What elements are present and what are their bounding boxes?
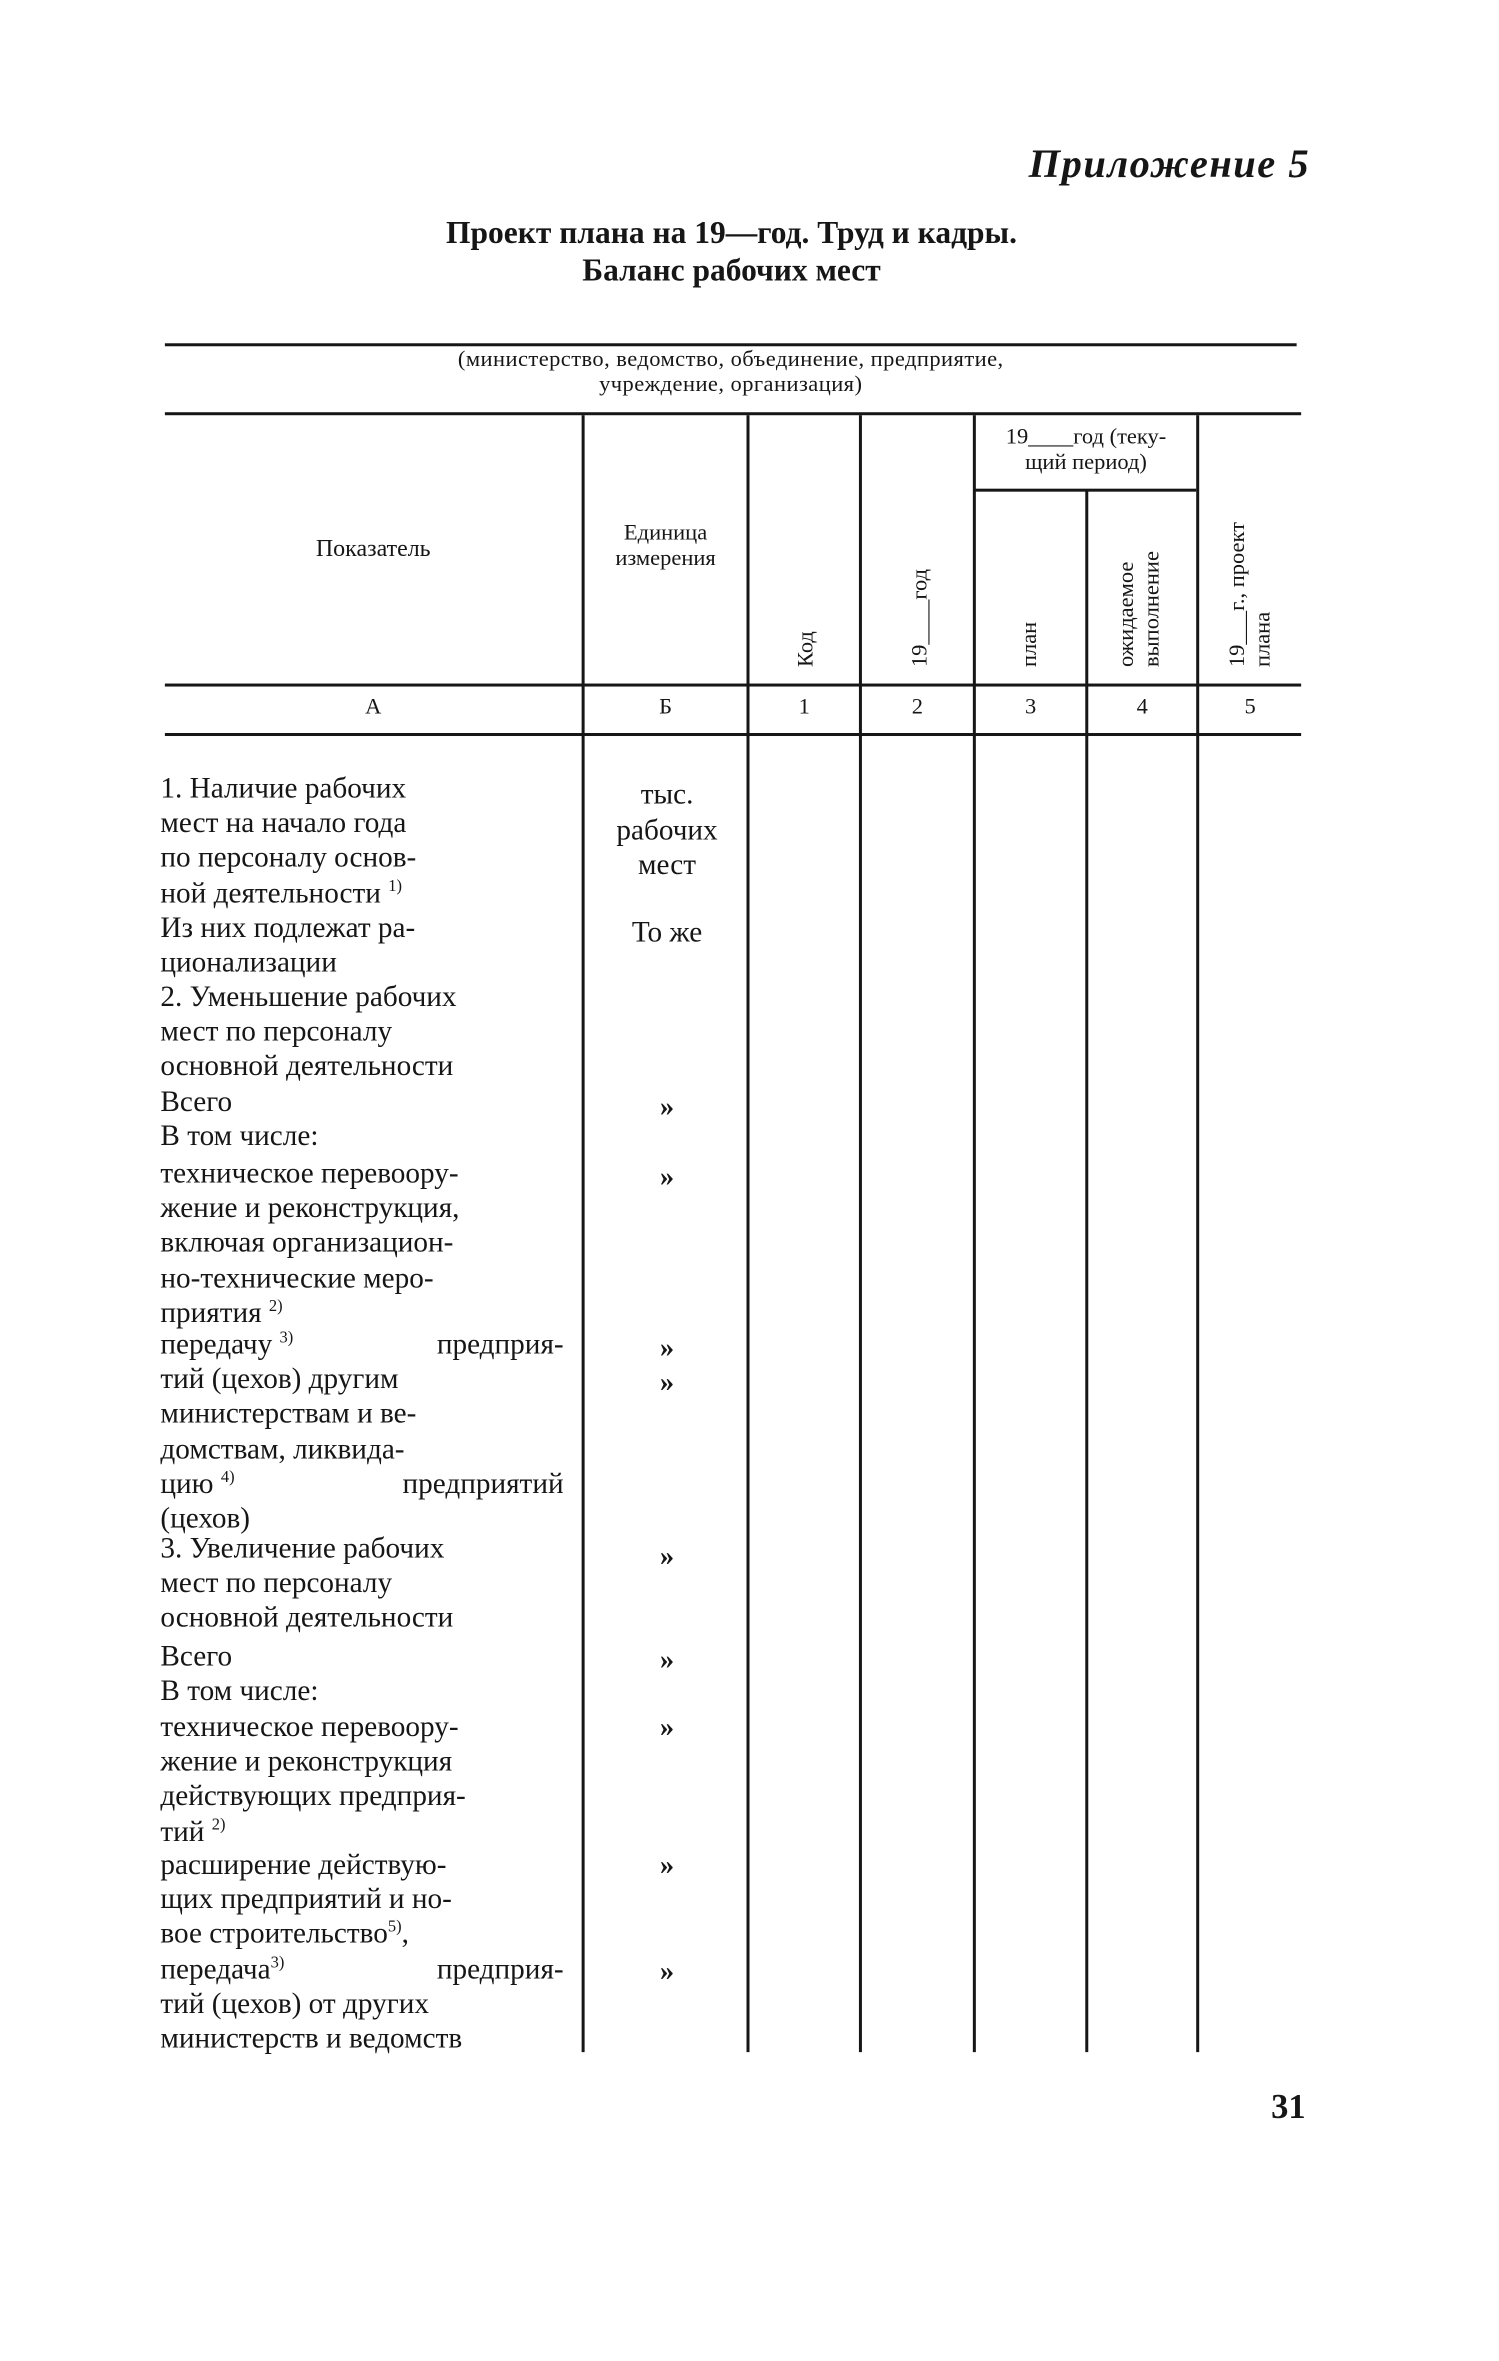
row-line: щих предприятий и но- xyxy=(160,1884,452,1917)
row-line: жение и реконструкция xyxy=(160,1746,453,1779)
row-line: (цехов) xyxy=(160,1503,251,1535)
row-line-text: приятия xyxy=(160,1297,262,1330)
row-line: мест на начало года xyxy=(160,808,407,840)
same-unit-mark: » xyxy=(659,1091,675,1123)
row-line: действующих предприя- xyxy=(160,1781,466,1813)
row-line: 2. Уменьшение рабочих xyxy=(160,981,457,1014)
row-line: мест по персоналу xyxy=(160,1016,393,1049)
row-line-text: передачу xyxy=(160,1329,273,1362)
footnote-marker: 3) xyxy=(270,1953,285,1972)
unit-line: тыс. xyxy=(640,779,694,811)
row-line: 1. Наличие рабочих xyxy=(160,773,407,805)
unit-cell xyxy=(588,778,747,884)
row-line xyxy=(160,876,563,911)
table-row xyxy=(160,1157,563,1331)
document-title-line-2: Баланс рабочих мест xyxy=(582,251,881,288)
row-line: 3. Увеличение рабочих xyxy=(160,1533,445,1565)
column-divider-4-5 xyxy=(1196,415,1199,2052)
header-code: Код xyxy=(794,631,819,668)
table-row xyxy=(160,1532,563,1636)
same-unit-mark: » xyxy=(659,1367,675,1399)
unit-cell: То же xyxy=(631,917,703,949)
header-current-period xyxy=(976,426,1196,477)
column-number-2: 2 xyxy=(911,695,924,720)
row-line: жение и реконструкция, xyxy=(160,1193,460,1225)
footnote-marker: 2) xyxy=(211,1815,226,1834)
document-title-line-1: Проект плана на 19—год. Труд и кадры. xyxy=(446,214,1017,251)
row-line-text xyxy=(160,1953,284,1988)
table-row xyxy=(160,772,563,911)
row-line-text xyxy=(160,1467,234,1502)
header-expected-line-2: выполнение xyxy=(1140,551,1165,668)
row-line: техническое перевоору- xyxy=(160,1711,459,1744)
table-row xyxy=(160,911,563,981)
column-divider-1-2 xyxy=(859,415,862,2052)
appendix-label: Приложение 5 xyxy=(1028,140,1311,186)
footnote-marker: 5) xyxy=(387,1918,402,1937)
same-unit-mark: » xyxy=(659,1332,675,1365)
header-unit-line-2: измерения xyxy=(615,547,716,572)
footnote-marker: 1) xyxy=(388,877,403,896)
table-row xyxy=(160,1953,563,2057)
page-number: 31 xyxy=(1271,2088,1306,2126)
row-line: министерствам и ве- xyxy=(160,1399,417,1431)
header-year: 19____год xyxy=(908,568,933,668)
row-line-text: передача xyxy=(160,1954,271,1987)
unit-line: мест xyxy=(638,849,697,882)
header-project-line-2: плана xyxy=(1251,611,1276,668)
table-row xyxy=(160,1848,563,1952)
row-line: Всего xyxy=(160,1641,233,1673)
row-line: техническое перевоору- xyxy=(160,1158,459,1191)
header-unit xyxy=(585,522,747,573)
row-line xyxy=(160,1467,563,1502)
row-line-text: предприятий xyxy=(402,1468,564,1501)
row-line: основной деятельности xyxy=(160,1051,454,1083)
row-line: расширение действую- xyxy=(160,1849,447,1882)
footnote-marker: 2) xyxy=(268,1297,283,1316)
table-row xyxy=(160,1710,563,1849)
column-divider-3-4 xyxy=(1085,490,1088,2052)
column-divider-2-3 xyxy=(973,415,976,2052)
same-unit-mark: » xyxy=(659,1161,675,1194)
row-line-text: цию xyxy=(160,1468,214,1501)
same-unit-mark: » xyxy=(659,1956,675,1988)
row-line-text: , xyxy=(401,1919,409,1951)
row-line-text xyxy=(160,1328,293,1363)
row-line: домствам, ликвида- xyxy=(160,1433,405,1466)
row-line: В том числе: xyxy=(160,1121,319,1153)
header-current-period-line-1: 19____год (теку- xyxy=(1005,425,1167,450)
organization-caption xyxy=(165,348,1297,399)
same-unit-mark: » xyxy=(659,1711,675,1744)
same-unit-mark: » xyxy=(659,1540,675,1573)
row-line-text: предприя- xyxy=(436,1329,564,1362)
column-number-5: 5 xyxy=(1244,695,1256,720)
organization-caption-line-2: учреждение, организация) xyxy=(599,373,863,398)
header-unit-line-1: Единица xyxy=(623,521,708,546)
row-line-text: предприя- xyxy=(436,1954,564,1987)
header-project-line-1: 19___г., проект xyxy=(1226,522,1251,668)
row-line-text: тий xyxy=(160,1816,205,1848)
column-number-4: 4 xyxy=(1136,695,1148,720)
table-top-rule xyxy=(165,412,1301,415)
column-number-b: Б xyxy=(659,695,673,720)
row-line xyxy=(160,1328,563,1363)
footnote-marker: 3) xyxy=(279,1328,294,1347)
row-line: тий (цехов) от других xyxy=(160,1989,429,2021)
column-divider-b-1 xyxy=(747,415,750,2052)
row-line: министерств и ведомств xyxy=(160,2024,463,2056)
same-unit-mark: » xyxy=(659,1644,675,1676)
row-line: основной деятельности xyxy=(160,1603,454,1635)
column-divider-a-b xyxy=(582,415,585,2052)
header-plan: план xyxy=(1017,621,1042,668)
unit-line: рабочих xyxy=(616,814,718,847)
organization-line xyxy=(165,343,1297,346)
column-number-1: 1 xyxy=(798,695,810,720)
header-current-period-line-2: щий период) xyxy=(1025,451,1147,476)
row-line: тий (цехов) другим xyxy=(160,1364,399,1396)
row-line xyxy=(160,1815,563,1850)
footnote-marker: 4) xyxy=(220,1467,235,1486)
row-line xyxy=(160,1296,563,1331)
row-line: включая организацион- xyxy=(160,1228,454,1260)
column-number-rule xyxy=(165,733,1301,736)
table-row xyxy=(160,1085,563,1120)
same-unit-mark: » xyxy=(659,1849,675,1882)
table-row xyxy=(160,1640,563,1675)
row-line: В том числе: xyxy=(160,1675,319,1708)
row-line-text: ной деятельности xyxy=(160,877,381,910)
row-line xyxy=(160,1918,563,1953)
column-number-a: А xyxy=(365,695,382,720)
row-line-text: вое строительство xyxy=(160,1919,388,1951)
table-row xyxy=(160,1120,563,1155)
row-line: Всего xyxy=(160,1086,233,1119)
row-line: ционализации xyxy=(160,947,337,980)
table-row xyxy=(160,1674,563,1709)
row-line: Из них подлежат ра- xyxy=(160,912,416,945)
organization-caption-line-1: (министерство, ведомство, объединение, предприятие, xyxy=(457,347,1004,372)
row-line: мест по персоналу xyxy=(160,1568,393,1600)
header-indicator: Показатель xyxy=(315,536,431,563)
row-line: но-технические меро- xyxy=(160,1263,434,1295)
column-number-3: 3 xyxy=(1024,695,1037,720)
table-row xyxy=(160,1328,563,1537)
header-expected-line-1: ожидаемое xyxy=(1115,561,1140,668)
header-bottom-rule xyxy=(165,684,1301,687)
table-row xyxy=(160,980,563,1084)
row-line: по персоналу основ- xyxy=(160,843,417,875)
row-line xyxy=(160,1953,563,1988)
